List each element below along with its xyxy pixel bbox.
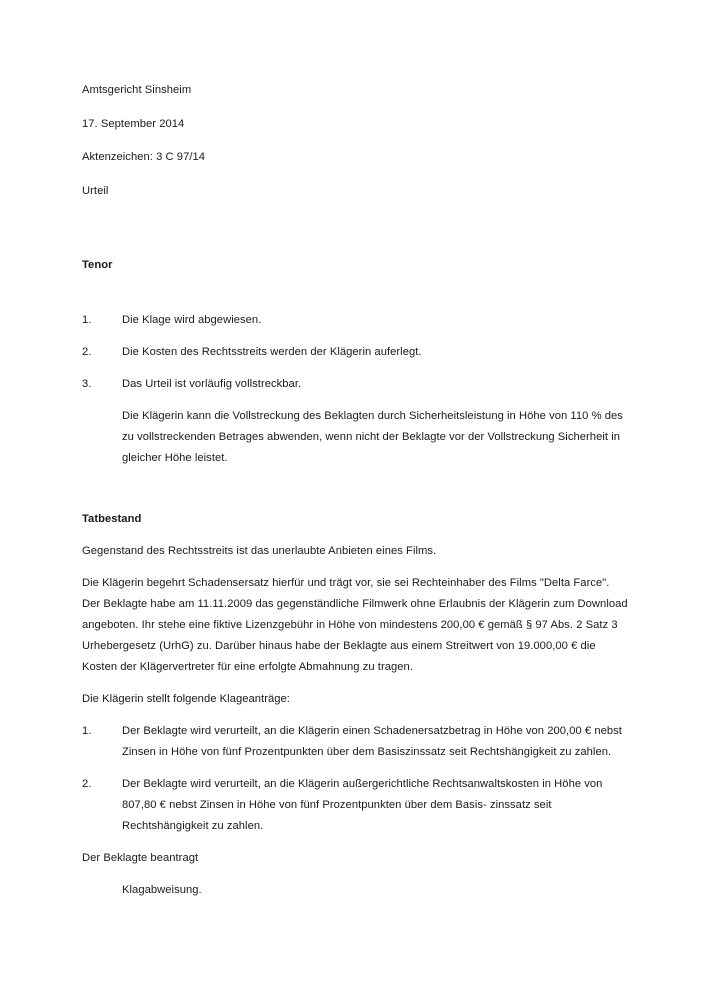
tenor-item-1-number: 1. [82,314,92,326]
tenor-item-2-text: Die Kosten des Rechtsstreits werden der Klägerin auferlegt. [122,346,422,358]
spacer-beklagte-intro [82,869,628,880]
tenor-item-1 [82,310,628,331]
document-body [82,80,628,901]
tenor-item-3-text: Das Urteil ist vorläufig vollstreckbar. [122,378,302,390]
spacer-before-tatbestand [82,469,628,509]
tenor-item-1-text: Die Klage wird abgewiesen. [122,314,262,326]
klageantraege-intro: Die Klägerin stellt folgende Klageanträge: [82,693,290,705]
section-heading-tatbestand: Tatbestand [82,513,142,525]
section-heading-tenor: Tenor [82,259,113,271]
court-name: Amtsgericht Sinsheim [82,84,192,96]
document-type: Urteil [82,184,109,197]
klageantrag-item-2-text: Der Beklagte wird verurteilt, an die Klägerin außergerichtliche Rechtsanwaltskosten in Höhe von 807,80 € nebst Zinsen in Höhe von fünf Prozentpunkten über dem Basis- zinssatz seit Rechtshängigkeit zu zahlen. [122,778,603,832]
spacer-after-tenor-heading [82,276,628,310]
spacer-antrag-2 [82,837,628,848]
spacer-antrag-1 [82,763,628,774]
klageantrag-item-1 [82,721,628,763]
tenor-item-2-number: 2. [82,346,92,358]
spacer-after-header [82,214,628,255]
klageantrag-item-1-number: 1. [82,725,92,737]
judgment-date: 17. September 2014 [82,117,185,130]
case-number: Aktenzeichen: 3 C 97/14 [82,151,206,163]
klageantrag-item-1-text: Der Beklagte wird verurteilt, an die Klägerin einen Schadenersatzbetrag in Höhe von 200,00 € nebst Zinsen in Höhe von fünf Prozentpunkten über dem Basiszinssatz seit Rechtshängigkeit zu zahlen. [122,725,622,758]
spacer-tatbestand-1 [82,562,628,573]
tenor-item-2 [82,342,628,363]
klageantrag-item-2 [82,774,628,837]
tenor-closing-paragraph: Die Klägerin kann die Vollstreckung des Beklagten durch Sicherheitsleistung in Höhe von 110 % des zu vollstreckenden Betrages abwenden, wenn nicht der Beklagte vor der Vollstreckung Sicherheit in gleicher Höhe leistet. [122,410,623,464]
spacer-antraege-intro [82,710,628,721]
beklagte-antrag-intro: Der Beklagte beantragt [82,852,199,864]
beklagte-antrag-text: Klagabweisung. [122,884,202,896]
tenor-item-3-number: 3. [82,378,92,390]
spacer-tenor-3 [82,395,628,406]
tatbestand-paragraph-1: Gegenstand des Rechtsstreits ist das unerlaubte Anbieten eines Films. [82,545,437,557]
spacer-tenor-1 [82,331,628,342]
spacer-after-tatbestand-heading [82,530,628,541]
spacer-tatbestand-2 [82,678,628,689]
tatbestand-paragraph-2: Die Klägerin begehrt Schadensersatz hierfür und trägt vor, sie sei Rechteinhaber des Films "Delta Farce". Der Beklagte habe am 11.11.2009 das gegenständliche Filmwerk ohne Erlaubnis der Klägerin zum Download angeboten. Ihr stehe eine fiktive Lizenzgebühr in Höhe von mindestens 200,00 € gemäß § 97 Abs. 2 Satz 3 Urhebergesetz (UrhG) zu. Darüber hinaus habe der Beklagte aus einem Streitwert von 19.000,00 € die Kosten der Klägervertreter für eine erfolgte Abmahnung zu tragen. [82,577,628,673]
spacer-tenor-2 [82,363,628,374]
tenor-item-3 [82,374,628,395]
klageantrag-item-2-number: 2. [82,778,92,790]
